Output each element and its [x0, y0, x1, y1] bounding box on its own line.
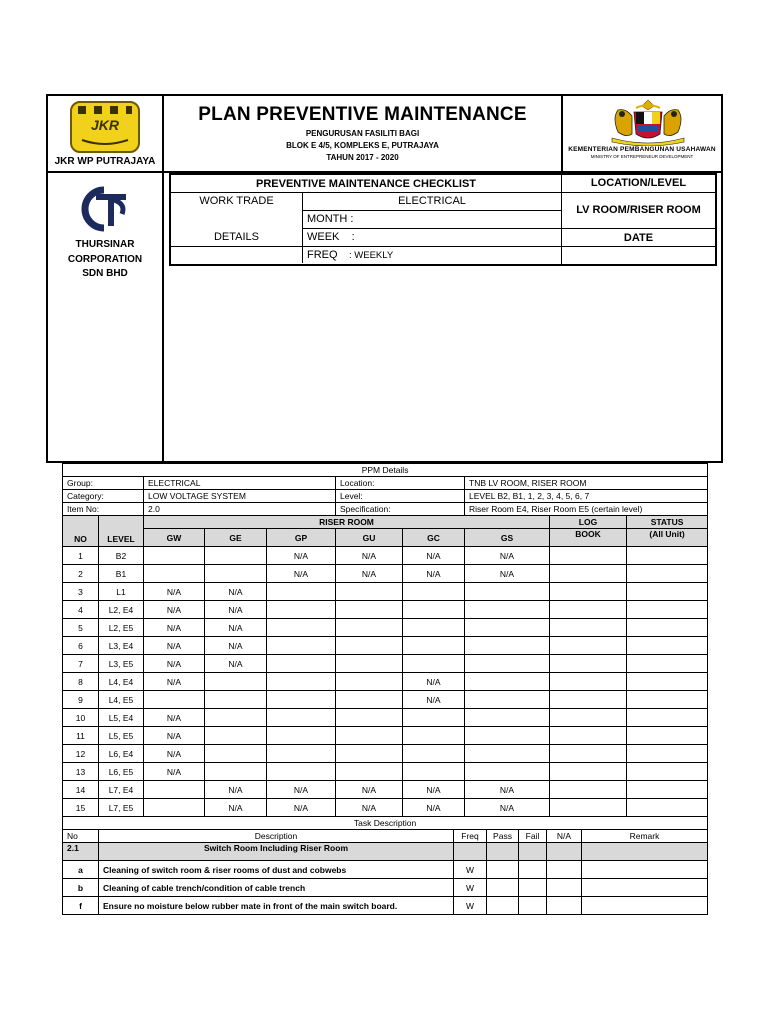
riser-cell-gu[interactable] [336, 637, 403, 655]
status-cell[interactable] [627, 745, 708, 763]
riser-cell-ge[interactable] [205, 691, 267, 709]
riser-cell-gc[interactable] [403, 745, 465, 763]
log-book-cell[interactable] [550, 709, 627, 727]
column-header-gp: GP [267, 529, 336, 547]
svg-text:JKR: JKR [90, 117, 120, 133]
ministry-name: KEMENTERIAN PEMBANGUNAN USAHAWAN [568, 146, 716, 153]
riser-cell-gs[interactable]: N/A [465, 799, 550, 817]
row-level: B2 [99, 547, 144, 565]
riser-cell-ge[interactable] [205, 727, 267, 745]
status-cell[interactable] [627, 673, 708, 691]
riser-cell-gw[interactable] [144, 799, 205, 817]
task-remark-header: Remark [582, 830, 708, 843]
riser-cell-gs[interactable] [465, 763, 550, 781]
table-row [63, 745, 708, 763]
riser-cell-gs[interactable] [465, 673, 550, 691]
log-book-cell[interactable] [550, 601, 627, 619]
task-description: Ensure no moisture below rubber mate in front of the main switch board. [99, 897, 454, 915]
group-label: Group: [63, 477, 144, 490]
table-row [63, 655, 708, 673]
task-remark-cell[interactable] [582, 861, 708, 879]
section-cell [547, 843, 582, 861]
row-number: 7 [63, 655, 99, 673]
row-level: L5, E5 [99, 727, 144, 745]
task-row [63, 861, 708, 879]
task-description: Cleaning of switch room & riser rooms of dust and cobwebs [99, 861, 454, 879]
category-label: Category: [63, 490, 144, 503]
row-level: L2, E5 [99, 619, 144, 637]
log-book-cell[interactable] [550, 583, 627, 601]
column-header-ge: GE [205, 529, 267, 547]
row-number: 9 [63, 691, 99, 709]
task-pass-header: Pass [487, 830, 519, 843]
item-no-label: Item No: [63, 503, 144, 516]
row-number: 11 [63, 727, 99, 745]
riser-cell-gs[interactable] [465, 709, 550, 727]
riser-cell-ge[interactable]: N/A [205, 583, 267, 601]
riser-cell-gc[interactable] [403, 619, 465, 637]
riser-cell-ge[interactable] [205, 763, 267, 781]
task-fail-header: Fail [519, 830, 547, 843]
riser-cell-gw[interactable]: N/A [144, 745, 205, 763]
subtitle: BLOK E 4/5, KOMPLEKS E, PUTRAJAYA [286, 141, 439, 150]
row-number: 14 [63, 781, 99, 799]
riser-cell-gu[interactable]: N/A [336, 547, 403, 565]
riser-cell-gs[interactable] [465, 619, 550, 637]
riser-cell-gc[interactable] [403, 763, 465, 781]
riser-cell-ge[interactable]: N/A [205, 799, 267, 817]
log-book-cell[interactable] [550, 547, 627, 565]
level-value: LEVEL B2, B1, 1, 2, 3, 4, 5, 6, 7 [465, 490, 708, 503]
location-value: LV ROOM/RISER ROOM [576, 204, 701, 216]
group-value: ELECTRICAL [144, 477, 336, 490]
riser-cell-gs[interactable] [465, 637, 550, 655]
riser-cell-gc[interactable] [403, 601, 465, 619]
riser-cell-gp[interactable]: N/A [267, 799, 336, 817]
riser-cell-gw[interactable] [144, 691, 205, 709]
riser-cell-gp[interactable] [267, 709, 336, 727]
thursinar-logo [74, 186, 132, 232]
location-level-label: LOCATION/LEVEL [590, 177, 687, 189]
status-cell[interactable] [627, 565, 708, 583]
riser-cell-gw[interactable] [144, 565, 205, 583]
riser-room-header: RISER ROOM [144, 516, 550, 529]
riser-cell-gu[interactable]: N/A [336, 565, 403, 583]
column-header-gc: GC [403, 529, 465, 547]
riser-cell-gs[interactable] [465, 691, 550, 709]
riser-cell-gs[interactable]: N/A [465, 565, 550, 583]
row-number: 5 [63, 619, 99, 637]
table-row [63, 583, 708, 601]
freq-value: : WEEKLY [349, 250, 394, 261]
table-row [63, 547, 708, 565]
riser-cell-gw[interactable]: N/A [144, 655, 205, 673]
table-row [63, 637, 708, 655]
form-header [46, 94, 723, 463]
table-row [63, 763, 708, 781]
subtitle: TAHUN 2017 - 2020 [326, 153, 399, 162]
page-title: PLAN PREVENTIVE MAINTENANCE [198, 104, 527, 125]
task-freq: W [454, 879, 487, 897]
work-trade-value: ELECTRICAL [398, 195, 466, 207]
task-table [62, 829, 708, 915]
riser-cell-ge[interactable]: N/A [205, 655, 267, 673]
row-number: 12 [63, 745, 99, 763]
company-name: THURSINAR CORPORATION SDN BHD [67, 239, 143, 279]
divider [561, 96, 563, 171]
log-book-cell[interactable] [550, 691, 627, 709]
status-cell[interactable] [627, 709, 708, 727]
task-letter: a [63, 861, 99, 879]
row-level: L4, E4 [99, 673, 144, 691]
level-column-header: LEVEL [99, 516, 144, 547]
section-title: Switch Room Including Riser Room [99, 843, 454, 861]
section-number: 2.1 [63, 843, 99, 861]
riser-cell-gc[interactable] [403, 709, 465, 727]
riser-cell-ge[interactable]: N/A [205, 619, 267, 637]
task-row [63, 897, 708, 915]
week-field[interactable]: WEEK : [307, 231, 355, 243]
riser-cell-gu[interactable] [336, 619, 403, 637]
log-book-cell[interactable] [550, 763, 627, 781]
table-row [63, 727, 708, 745]
ministry-subtitle: MINISTRY OF ENTREPRENEUR DEVELOPMENT [590, 154, 694, 159]
task-freq-header: Freq [454, 830, 487, 843]
specification-value: Riser Room E4, Riser Room E5 (certain level) [465, 503, 708, 516]
divider [162, 96, 164, 461]
riser-cell-gc[interactable]: N/A [403, 565, 465, 583]
location-value: TNB LV ROOM, RISER ROOM [465, 477, 708, 490]
riser-cell-gp[interactable] [267, 745, 336, 763]
riser-cell-gp[interactable] [267, 727, 336, 745]
log-book-header-line2: BOOK [550, 529, 627, 547]
log-book-cell[interactable] [550, 673, 627, 691]
task-row [63, 879, 708, 897]
row-number: 6 [63, 637, 99, 655]
table-row [63, 619, 708, 637]
item-no-value: 2.0 [144, 503, 336, 516]
jkr-logo [68, 100, 142, 154]
riser-cell-gc[interactable]: N/A [403, 799, 465, 817]
row-level: L7, E5 [99, 799, 144, 817]
riser-cell-gs[interactable] [465, 655, 550, 673]
riser-cell-gu[interactable] [336, 727, 403, 745]
riser-cell-gs[interactable] [465, 727, 550, 745]
status-cell[interactable] [627, 655, 708, 673]
row-level: B1 [99, 565, 144, 583]
task-remark-cell[interactable] [582, 897, 708, 915]
task-description-title: Task Description [63, 817, 708, 830]
riser-cell-gu[interactable] [336, 709, 403, 727]
divider [561, 228, 715, 229]
row-level: L6, E5 [99, 763, 144, 781]
riser-cell-gw[interactable]: N/A [144, 673, 205, 691]
freq-label: FREQ [307, 249, 338, 261]
riser-cell-ge[interactable] [205, 565, 267, 583]
section-cell [487, 843, 519, 861]
riser-cell-gc[interactable] [403, 655, 465, 673]
table-row [63, 601, 708, 619]
task-na-cell[interactable] [547, 861, 582, 879]
divider [302, 228, 561, 229]
task-fail-cell[interactable] [519, 879, 547, 897]
riser-cell-gw[interactable]: N/A [144, 727, 205, 745]
riser-cell-gw[interactable]: N/A [144, 619, 205, 637]
riser-cell-gu[interactable] [336, 745, 403, 763]
table-row [63, 565, 708, 583]
level-label: Level: [336, 490, 465, 503]
riser-cell-ge[interactable] [205, 673, 267, 691]
table-row [63, 799, 708, 817]
riser-cell-gu[interactable] [336, 763, 403, 781]
row-level: L2, E4 [99, 601, 144, 619]
row-level: L3, E5 [99, 655, 144, 673]
divider [561, 246, 715, 247]
task-description: Cleaning of cable trench/condition of cable trench [99, 879, 454, 897]
riser-cell-gs[interactable]: N/A [465, 781, 550, 799]
status-cell[interactable] [627, 619, 708, 637]
task-na-cell[interactable] [547, 879, 582, 897]
log-book-header: LOG [550, 516, 627, 529]
riser-cell-gc[interactable]: N/A [403, 673, 465, 691]
task-no-header: No [63, 830, 99, 843]
riser-cell-gw[interactable] [144, 781, 205, 799]
status-header: STATUS [627, 516, 708, 529]
riser-cell-gu[interactable]: N/A [336, 781, 403, 799]
riser-cell-ge[interactable]: N/A [205, 601, 267, 619]
riser-cell-gc[interactable]: N/A [403, 691, 465, 709]
row-number: 10 [63, 709, 99, 727]
row-number: 13 [63, 763, 99, 781]
log-book-cell[interactable] [550, 745, 627, 763]
riser-cell-gp[interactable]: N/A [267, 547, 336, 565]
date-label: DATE [623, 232, 654, 244]
riser-cell-gp[interactable] [267, 637, 336, 655]
status-cell[interactable] [627, 601, 708, 619]
coat-of-arms-logo [588, 98, 708, 146]
task-freq: W [454, 897, 487, 915]
row-number: 4 [63, 601, 99, 619]
divider [171, 192, 715, 193]
jkr-caption: JKR WP PUTRAJAYA [54, 156, 156, 167]
riser-cell-gp[interactable]: N/A [267, 565, 336, 583]
log-book-cell[interactable] [550, 637, 627, 655]
status-cell[interactable] [627, 637, 708, 655]
divider [302, 210, 561, 211]
row-level: L5, E4 [99, 709, 144, 727]
task-description-header: Description [99, 830, 454, 843]
section-cell [519, 843, 547, 861]
status-cell[interactable] [627, 691, 708, 709]
specification-label: Specification: [336, 503, 465, 516]
riser-cell-gs[interactable] [465, 601, 550, 619]
checklist-grid [169, 173, 717, 266]
date-field[interactable] [563, 249, 713, 262]
log-book-cell[interactable] [550, 565, 627, 583]
log-book-cell[interactable] [550, 655, 627, 673]
status-cell[interactable] [627, 727, 708, 745]
row-level: L6, E4 [99, 745, 144, 763]
riser-cell-gu[interactable] [336, 583, 403, 601]
row-level: L1 [99, 583, 144, 601]
log-book-cell[interactable] [550, 799, 627, 817]
status-cell[interactable] [627, 547, 708, 565]
month-field[interactable]: MONTH : [307, 213, 354, 225]
subtitle: PENGURUSAN FASILITI BAGI [305, 129, 420, 138]
task-letter: b [63, 879, 99, 897]
work-trade-label: WORK TRADE [199, 195, 274, 207]
task-na-cell[interactable] [547, 897, 582, 915]
status-cell[interactable] [627, 763, 708, 781]
log-book-cell[interactable] [550, 727, 627, 745]
status-cell[interactable] [627, 583, 708, 601]
riser-cell-ge[interactable] [205, 709, 267, 727]
column-header-gu: GU [336, 529, 403, 547]
task-freq: W [454, 861, 487, 879]
riser-cell-gs[interactable] [465, 583, 550, 601]
task-fail-cell[interactable] [519, 861, 547, 879]
riser-cell-gu[interactable]: N/A [336, 799, 403, 817]
riser-cell-gw[interactable]: N/A [144, 601, 205, 619]
status-cell[interactable] [627, 781, 708, 799]
riser-cell-gu[interactable] [336, 655, 403, 673]
riser-cell-ge[interactable] [205, 547, 267, 565]
riser-cell-gp[interactable] [267, 601, 336, 619]
riser-cell-gu[interactable] [336, 691, 403, 709]
task-remark-cell[interactable] [582, 879, 708, 897]
details-label: DETAILS [213, 231, 260, 243]
riser-cell-gp[interactable] [267, 691, 336, 709]
riser-cell-gs[interactable] [465, 745, 550, 763]
task-pass-cell[interactable] [487, 861, 519, 879]
table-row [63, 709, 708, 727]
riser-cell-gw[interactable]: N/A [144, 763, 205, 781]
riser-cell-gc[interactable]: N/A [403, 781, 465, 799]
riser-cell-gc[interactable] [403, 637, 465, 655]
riser-cell-ge[interactable]: N/A [205, 781, 267, 799]
log-book-cell[interactable] [550, 781, 627, 799]
ppm-details-title: PPM Details [63, 464, 708, 477]
riser-cell-gs[interactable]: N/A [465, 547, 550, 565]
riser-cell-gw[interactable]: N/A [144, 583, 205, 601]
riser-cell-gc[interactable] [403, 583, 465, 601]
riser-cell-gp[interactable] [267, 583, 336, 601]
row-level: L7, E4 [99, 781, 144, 799]
checklist-title: PREVENTIVE MAINTENANCE CHECKLIST [255, 178, 477, 190]
riser-cell-gc[interactable]: N/A [403, 547, 465, 565]
task-pass-cell[interactable] [487, 879, 519, 897]
riser-cell-gp[interactable] [267, 619, 336, 637]
row-number: 8 [63, 673, 99, 691]
riser-cell-ge[interactable]: N/A [205, 637, 267, 655]
row-number: 3 [63, 583, 99, 601]
ppm-table [62, 463, 708, 830]
no-column-header: NO [63, 516, 99, 547]
status-header-line2: (All Unit) [627, 529, 708, 547]
table-row [63, 781, 708, 799]
section-cell [582, 843, 708, 861]
riser-cell-ge[interactable] [205, 745, 267, 763]
task-pass-cell[interactable] [487, 897, 519, 915]
task-na-header: N/A [547, 830, 582, 843]
riser-cell-gw[interactable]: N/A [144, 709, 205, 727]
row-level: L3, E4 [99, 637, 144, 655]
row-number: 1 [63, 547, 99, 565]
riser-cell-gw[interactable]: N/A [144, 637, 205, 655]
column-header-gw: GW [144, 529, 205, 547]
riser-cell-gu[interactable] [336, 673, 403, 691]
task-letter: f [63, 897, 99, 915]
riser-cell-gp[interactable]: N/A [267, 781, 336, 799]
location-label: Location: [336, 477, 465, 490]
riser-cell-gu[interactable] [336, 601, 403, 619]
category-value: LOW VOLTAGE SYSTEM [144, 490, 336, 503]
riser-cell-gp[interactable] [267, 655, 336, 673]
section-cell [454, 843, 487, 861]
row-number: 2 [63, 565, 99, 583]
task-fail-cell[interactable] [519, 897, 547, 915]
table-row [63, 673, 708, 691]
log-book-cell[interactable] [550, 619, 627, 637]
table-row [63, 691, 708, 709]
row-number: 15 [63, 799, 99, 817]
row-level: L4, E5 [99, 691, 144, 709]
riser-cell-gc[interactable] [403, 727, 465, 745]
status-cell[interactable] [627, 799, 708, 817]
column-header-gs: GS [465, 529, 550, 547]
riser-cell-gw[interactable] [144, 547, 205, 565]
riser-cell-gp[interactable] [267, 763, 336, 781]
riser-cell-gp[interactable] [267, 673, 336, 691]
